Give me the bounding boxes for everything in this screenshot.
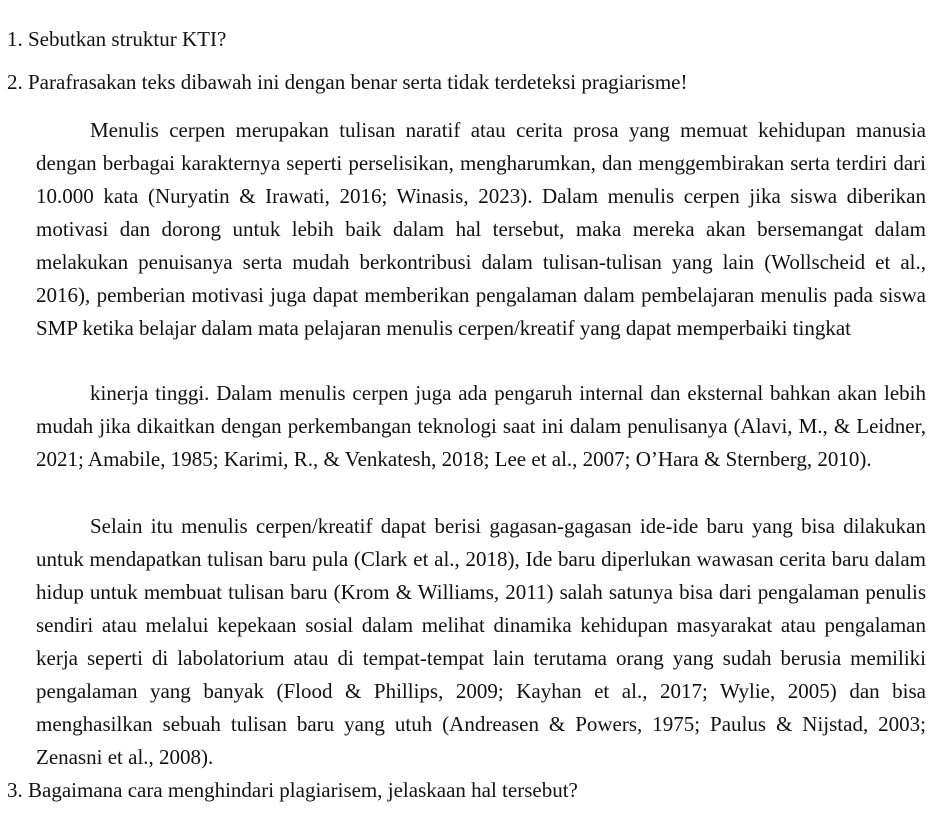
question-2: 2. Parafrasakan teks dibawah ini dengan benar serta tidak terdeteksi pragiarisme!: [7, 70, 688, 94]
question-3: 3. Bagaimana cara menghindari plagiarisem, jelaskaan hal tersebut?: [7, 778, 578, 802]
paragraph-3-text: Selain itu menulis cerpen/kreatif dapat berisi gagasan-gagasan ide-ide baru yang bisa dilakukan untuk mendapatkan tulisan baru pula (Clark et al., 2018), Ide baru diperlukan wawasan cerita baru dalam hidup untuk membuat tulisan baru (Krom & Williams, 2011) salah satunya bisa dari pengalaman penulis sendiri atau melalui kepekaan sosial dalam melihat dinamika kehidupan masyarakat atau pengalaman kerja seperti di labolatorium atau di tempat-tempat lain terutama orang yang sudah berusia memiliki pengalaman yang banyak (Flood & Phillips, 2009; Kayhan et al., 2017; Wylie, 2005) dan bisa menghasilkan sebuah tulisan baru yang utuh (Andreasen & Powers, 1975; Paulus & Nijstad, 2003; Zenasni et al., 2008).: [36, 514, 926, 769]
passage-paragraph-3: [36, 510, 926, 774]
passage-paragraph-1: [36, 114, 926, 345]
question-1: 1. Sebutkan struktur KTI?: [7, 27, 227, 51]
paragraph-1-text: Menulis cerpen merupakan tulisan naratif atau cerita prosa yang memuat kehidupan manusia dengan berbagai karakternya seperti perselisikan, mengharumkan, dan menggembirakan serta terdiri dari 10.000 kata (Nuryatin & Irawati, 2016; Winasis, 2023). Dalam menulis cerpen jika siswa diberikan motivasi dan dorong untuk lebih baik dalam hal tersebut, maka mereka akan bersemangat dalam melakukan penuisanya serta mudah berkontribusi dalam tulisan-tulisan yang lain (Wollscheid et al., 2016), pemberian motivasi juga dapat memberikan pengalaman dalam pembelajaran menulis pada siswa SMP ketika belajar dalam mata pelajaran menulis cerpen/kreatif yang dapat memperbaiki tingkat: [36, 118, 926, 340]
passage-paragraph-2: [36, 377, 926, 476]
paragraph-2-text: kinerja tinggi. Dalam menulis cerpen juga ada pengaruh internal dan eksternal bahkan akan lebih mudah jika dikaitkan dengan perkembangan teknologi saat ini dalam penulisanya (Alavi, M., & Leidner, 2021; Amabile, 1985; Karimi, R., & Venkatesh, 2018; Lee et al., 2007; O’Hara & Sternberg, 2010).: [36, 381, 926, 471]
